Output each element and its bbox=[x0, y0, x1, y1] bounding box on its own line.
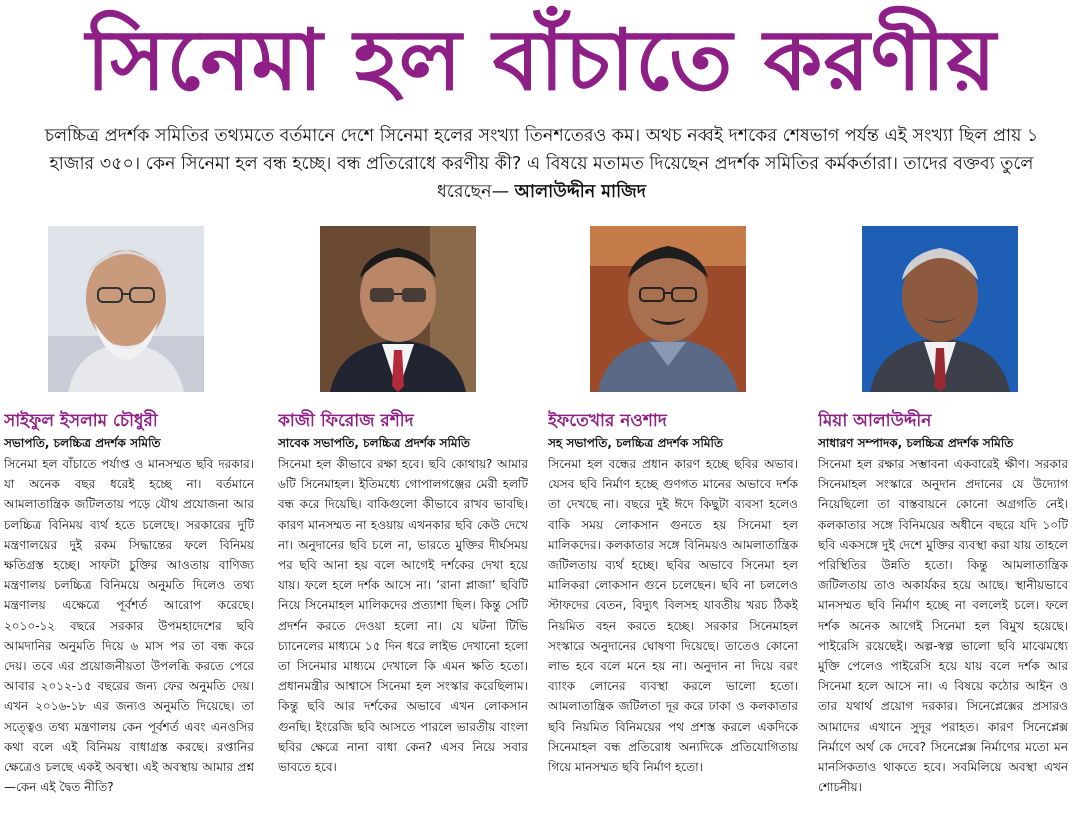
photo-mia bbox=[862, 226, 1018, 392]
headline: সিনেমা হল বাঁচাতে করণীয় bbox=[86, 11, 997, 109]
photo-kazi bbox=[320, 226, 476, 392]
speaker-role: সহ সভাপতি, চলচ্চিত্র প্রদর্শক সমিতি bbox=[548, 436, 723, 450]
speaker-statement: সিনেমা হল কীভাবে রক্ষা হবে। ছবি কোথায়? আমার ৬টি সিনেমাহল। ইতিমধ্যে গোপালগঞ্জের মেরী হলটি বন্ধ করে দিয়েছি। বাকিগুলো কীভাবে রাখব ভাবছি। কারণ মানসম্মত না হওয়ায় এখনকার ছবি কেউ দেখে না। অনুদানের ছবি চলে না, ভারতে মুক্তির দীর্ঘসময় পর ছবি আনা হয় বলে আগেই দর্শকের দেখা হয়ে যায়। ফলে হলে দর্শক আসে না। ‘রানা প্লাজা’ ছবিটি নিয়ে সিনেমাহল মালিকদের প্রত্যাশা ছিল। কিন্তু সেটি প্রদর্শন করতে দেওয়া হলো না। যে ঘটনা টিভি চ্যানেলের মাধ্যমে ১৫ দিন ধরে লাইভ দেখানো হলো তা সিনেমার মাধ্যমে দেখালে কি এমন ক্ষতি হতো। প্রধানমন্ত্রীর আশ্বাসে সিনেমা হল সংস্কার করেছিলাম। কিন্তু ছবি আর দর্শকের অভাবে এখন লোকসান গুনছি। ইংরেজি ছবি আসতে পারলে ভারতীয় বাংলা ছবির ক্ষেত্রে নানা বাধা কেন? এসব নিয়ে সবার ভাবতে হবে। bbox=[278, 457, 528, 775]
column-iftekhar bbox=[548, 226, 798, 820]
speaker-name: ইফতেখার নওশাদ bbox=[548, 411, 667, 431]
speaker-statement: সিনেমা হল রক্ষার সম্ভাবনা একবারেই ক্ষীণ। সরকার সিনেমাহল সংস্কারে অনুদান প্রদানের যে উদ্যোগ নিয়েছিলো তা বাস্তবায়নে কোনো অগ্রগতি নেই। কলকাতার সঙ্গে বিনিময়ের অধীনে বছরে যদি ১০টি ছবি একসঙ্গে দুই দেশে মুক্তির ব্যবস্থা করা যায় তাহলে পরিস্থিতির উন্নতি হতো। কিন্তু আমলাতান্ত্রিক জটিলতায় তাও অকার্যকর হয়ে আছে। স্থানীয়ভাবে মানসম্মত ছবি নির্মাণ হচ্ছে না বললেই চলে। ফলে দর্শক অনেক আগেই সিনেমা হল বিমুখ হয়েছে। পাইরেসি রয়েছেই। অল্প-স্বল্প ভালো ছবি মাঝেমধ্যে মুক্তি পেলেও পাইরেসি হয়ে যায় বলে দর্শক আর সিনেমা হলে আসে না। এ বিষয়ে কঠোর আইন ও তার যথার্থ প্রয়োগ দরকার। সিনেপ্লেক্সের প্রসারও আমাদের এখানে সুদূর পরাহত। কারণ সিনেপ্লেক্স নির্মাণে অর্থ কে দেবে? সিনেপ্লেক্স নির্মাণের মতো মন মানসিকতাও থাকতে হবে। সবমিলিয়ে অবস্থা এখন শোচনীয়। bbox=[818, 457, 1068, 795]
speaker-role: সভাপতি, চলচ্চিত্র প্রদর্শক সমিতি bbox=[4, 436, 161, 450]
portrait-iftekhar-icon bbox=[590, 226, 746, 392]
speaker-name: সাইফুল ইসলাম চৌধুরী bbox=[4, 411, 158, 431]
intro-author: আলাউদ্দীন মাজিদ bbox=[514, 182, 646, 202]
intro-paragraph bbox=[40, 122, 1043, 206]
portrait-mia-icon bbox=[862, 226, 1018, 392]
speaker-role: সাধারণ সম্পাদক, চলচ্চিত্র প্রদর্শক সমিতি bbox=[818, 436, 1014, 450]
photo-saiful bbox=[48, 226, 204, 392]
speaker-name: মিয়া আলাউদ্দীন bbox=[818, 411, 932, 431]
portrait-kazi-icon bbox=[320, 226, 476, 392]
column-mia bbox=[818, 226, 1068, 820]
speaker-statement: সিনেমা হল বাঁচাতে পর্যাপ্ত ও মানসম্মত ছবি দরকার। যা অনেক বছর ধরেই হচ্ছে না। বর্তমানে আমলাতান্ত্রিক জটিলতায় পড়ে যৌথ প্রযোজনা আর চলচ্চিত্র বিনিময় ব্যর্থ হতে চলেছে। সরকারের দুটি মন্ত্রণালয়ের দুই রকম সিদ্ধান্তের ফলে বিনিময় ক্ষতিগ্রস্ত হচ্ছে। সাফটা চুক্তির আওতায় বাণিজ্য মন্ত্রণালয় চলচ্চিত্র বিনিময়ে অনুমতি দিলেও তথ্য মন্ত্রণালয় এক্ষেত্রে পূর্বশর্ত আরোপ করেছে। ২০১০-১২ বছরে সরকার উপমহাদেশের ছবি আমদানির অনুমতি দিয়ে ৬ মাস পর তা বন্ধ করে দেয়। তবে এর প্রয়োজনীয়তা উপলব্ধি করতে পেরে আবার ২০১২-১৫ বছরের জন্য ফের অনুমতি দেয়। এখন ২০১৬-১৮ এর জন্যও অনুমতি দিয়েছে। তা সত্ত্বেও তথ্য মন্ত্রণালয় কেন পূর্বশর্ত এবং এনওসির কথা বলে এই বিনিময় বাধাগ্রস্ত করছে। রপ্তানির ক্ষেত্রেও চলছে একই অবস্থা। এই অবস্থায় আমার প্রশ্ন—কেন এই দ্বৈত নীতি? bbox=[4, 457, 254, 795]
portrait-saiful-icon bbox=[48, 226, 204, 392]
column-kazi bbox=[278, 226, 528, 820]
speaker-role: সাবেক সভাপতি, চলচ্চিত্র প্রদর্শক সমিতি bbox=[278, 436, 471, 450]
intro-text: চলচ্চিত্র প্রদর্শক সমিতির তথ্যমতে বর্তমানে দেশে সিনেমা হলের সংখ্যা তিনশতেরও কম। অথচ নব্বই দশকের শেষভাগ পর্যন্ত এই সংখ্যা ছিল প্রায় ১ হাজার ৩৫০। কেন সিনেমা হল বন্ধ হচ্ছে। বন্ধ প্রতিরোধে করণীয় কী? এ বিষয়ে মতামত দিয়েছেন প্রদর্শক সমিতির কর্মকর্তারা। তাদের বক্তব্য তুলে ধরেছেন— bbox=[44, 126, 1039, 202]
photo-iftekhar bbox=[590, 226, 746, 392]
column-saiful bbox=[4, 226, 254, 820]
speaker-statement: সিনেমা হল বন্ধের প্রধান কারণ হচ্ছে ছবির অভাব। যেসব ছবি নির্মাণ হচ্ছে গুণগত মানের অভাবে দর্শক তা দেখছে না। বছরে দুই ঈদে কিছুটা ব্যবসা হলেও বাকি সময় লোকসান গুনতে হয় সিনেমা হল মালিকদের। কলকাতার সঙ্গে বিনিময়ও আমলাতান্ত্রিক জটিলতায় ব্যর্থ হচ্ছে। ছবির অভাবে সিনেমা হল মালিকরা লোকসান গুনে চলেছেন। ছবি না চললেও স্টাফদের বেতন, বিদ্যুৎ বিলসহ যাবতীয় খরচ ঠিকই নিয়মিত বহন করতে হচ্ছে। সরকার সিনেমাহল সংস্কারে অনুদানের ঘোষণা দিয়েছে। তাতেও কোনো লাভ হবে বলে মনে হয় না। অনুদান না দিয়ে বরং ব্যাংক লোনের ব্যবস্থা করলে ভালো হতো। আমলাতান্ত্রিক জটিলতা দূর করে ঢাকা ও কলকাতার ছবি নিয়মিত বিনিময়ের পথ প্রশস্ত করলে একদিকে সিনেমাহল বন্ধ প্রতিরোধ অন্যদিকে প্রতিযোগিতায় গিয়ে মানসম্মত ছবি নির্মাণ হতো। bbox=[548, 457, 798, 775]
speaker-name: কাজী ফিরোজ রশীদ bbox=[278, 411, 414, 431]
